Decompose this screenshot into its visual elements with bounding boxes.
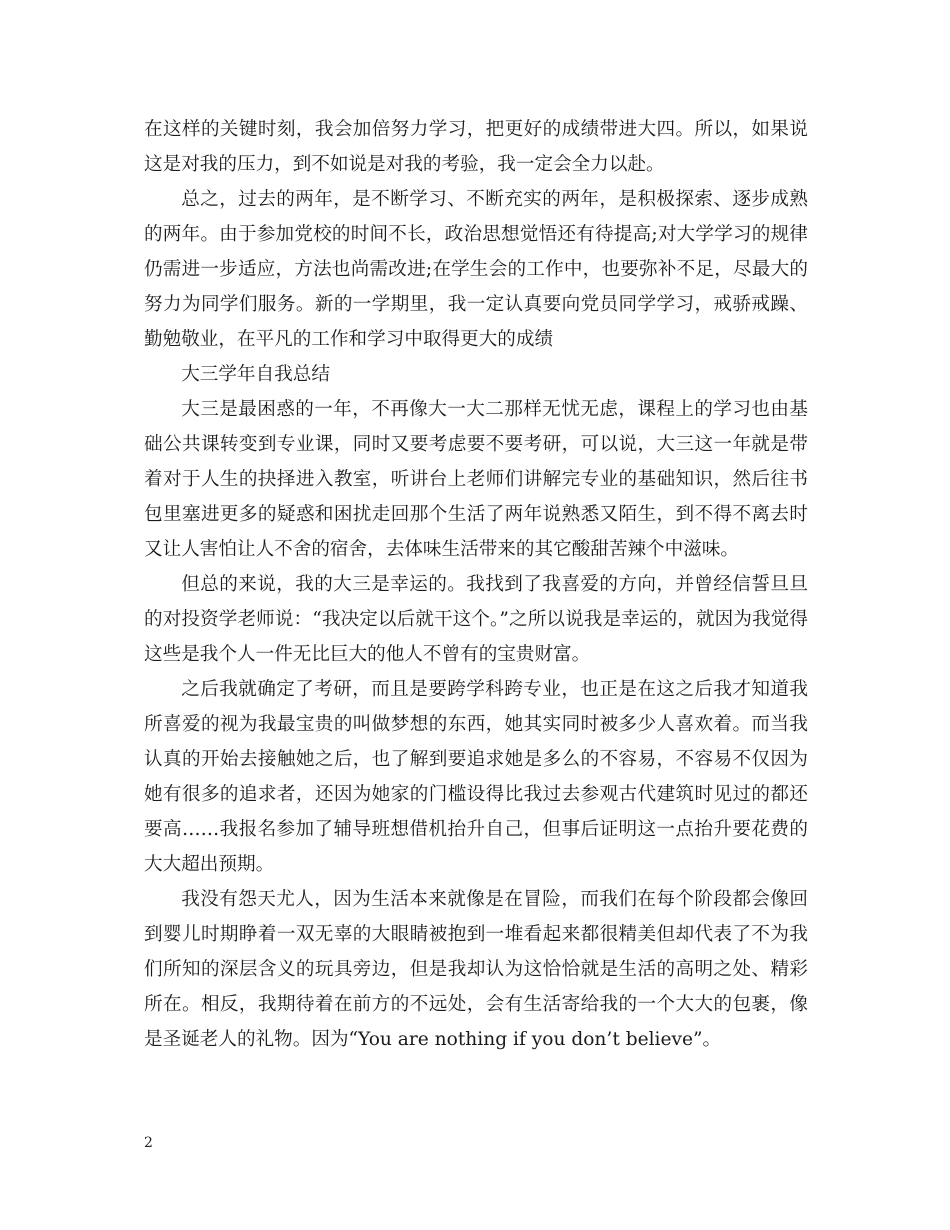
- paragraph-summary: 总之，过去的两年，是不断学习、不断充实的两年，是积极探索、逐步成熟的两年。由于参加党校的时间不长，政治思想觉悟还有待提高;对大学学习的规律仍需进一步适应，方法也尚需改进;在学生会的工作中，也要弥补不足，尽最大的努力为同学们服务。新的一学期里，我一定认真要向党员同学学习，戒骄戒躁、勤勉敬业，在平凡的工作和学习中取得更大的成绩: [144, 189, 808, 350]
- page-number: 2: [144, 1135, 153, 1151]
- paragraph-believe: 我没有怨天尤人，因为生活本来就像是在冒险，而我们在每个阶段都会像回到婴儿时期睁着一双无辜的大眼睛被抱到一堆看起来都很精美但却代表了不为我们所知的深层含义的玩具旁边，但是我却认为这恰恰就是生活的高明之处、精彩所在。相反，我期待着在前方的不远处，会有生活寄给我的一个大大的包裹，像是圣诞老人的礼物。因为“You are nothing if you don’t believe”。: [144, 889, 808, 1050]
- section-heading: 大三学年自我总结: [181, 364, 330, 385]
- paragraph-graduate-exam: 之后我就确定了考研，而且是要跨学科跨专业，也正是在这之后我才知道我所喜爱的视为我最宝贵的叫做梦想的东西，她其实同时被多少人喜欢着。而当我认真的开始去接触她之后，也了解到要追求她是多么的不容易，不容易不仅因为她有很多的追求者，还因为她家的门槛设得比我过去参观古代建筑时见过的都还要高……我报名参加了辅导班想借机抬升自己，但事后证明这一点抬升要花费的大大超出预期。: [144, 679, 808, 875]
- paragraph-junior-year: 大三是最困惑的一年，不再像大一大二那样无忧无虑，课程上的学习也由基础公共课转变到专业课，同时又要考虑要不要考研，可以说，大三这一年就是带着对于人生的抉择进入教室，听讲台上老师们讲解完专业的基础知识，然后往书包里塞进更多的疑惑和困扰走回那个生活了两年说熟悉又陌生，到不得不离去时又让人害怕让人不舍的宿舍，去体味生活带来的其它酸甜苦辣个中滋味。: [144, 399, 808, 560]
- paragraph-continuation: 在这样的关键时刻，我会加倍努力学习，把更好的成绩带进大四。所以，如果说这是对我的压力，到不如说是对我的考验，我一定会全力以赴。: [144, 119, 808, 175]
- document-body: [144, 112, 808, 1057]
- paragraph-lucky: 但总的来说，我的大三是幸运的。我找到了我喜爱的方向，并曾经信誓旦旦的对投资学老师说：“我决定以后就干这个。”之所以说我是幸运的，就因为我觉得这些是我个人一件无比巨大的他人不曾有的宝贵财富。: [144, 574, 808, 665]
